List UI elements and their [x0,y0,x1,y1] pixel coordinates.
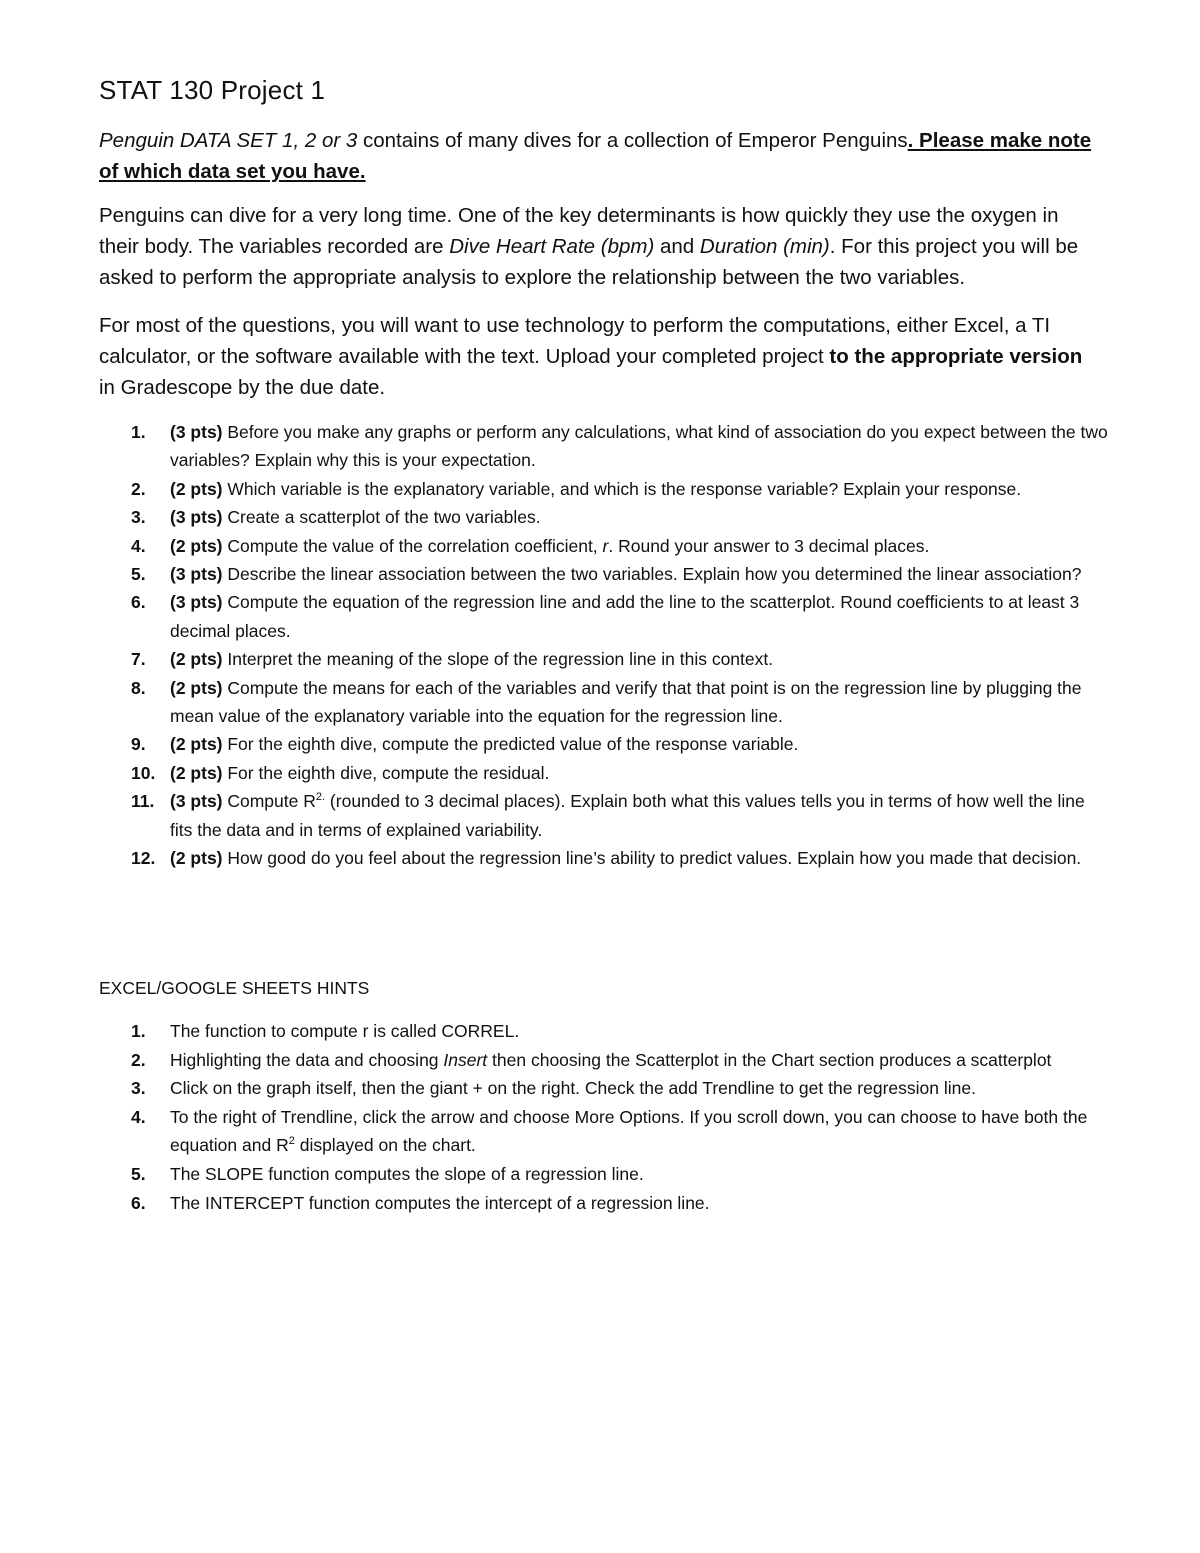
dataset-name: Penguin DATA SET 1, 2 or 3 [99,129,358,152]
question-number: 11. [131,791,155,812]
question-number: 2. [131,478,146,499]
intro-text: contains of many dives for a collection of Emperor Penguins [357,129,908,152]
instructions-bold: to the appropriate version [829,345,1083,368]
hint-superscript: 2 [288,1135,295,1148]
question-points: (3 pts) [170,564,223,585]
list-item [99,532,1109,560]
question-text: Describe the linear association between the two variables. Explain how you determined the linear association? [222,564,1082,585]
hint-text: The function to compute r is called CORREL. [170,1021,520,1041]
question-points: (2 pts) [170,535,223,556]
hint-number: 4. [131,1106,146,1127]
question-points: (3 pts) [170,507,223,528]
question-text: Compute the equation of the regression line and add the line to the scatterplot. Round coefficients to at least 3 decimal places. [170,592,1080,641]
question-text: Create a scatterplot of the two variables. [222,507,541,528]
list-item [99,759,1109,787]
question-number: 12. [131,848,156,869]
question-list [99,418,1109,873]
list-item [99,560,1109,588]
question-points: (2 pts) [170,848,223,869]
variable-heart-rate: Dive Heart Rate (bpm) [449,235,655,258]
question-text: Interpret the meaning of the slope of the regression line in this context. [222,649,774,670]
question-variable: r [602,535,609,556]
page-title: STAT 130 Project 1 [99,75,326,105]
hint-text: Click on the graph itself, then the giant + on the right. Check the add Trendline to get the regression line. [170,1078,976,1099]
list-item [99,1103,1109,1160]
question-points: (3 pts) [170,422,223,442]
hint-number: 2. [131,1049,146,1070]
variables-paragraph [99,200,1099,293]
hint-italic: Insert [443,1049,488,1070]
question-text: For the eighth dive, compute the residual. [222,762,550,783]
list-item [99,1189,1109,1218]
question-number: 4. [131,535,146,556]
question-number: 7. [131,649,146,670]
question-number: 3. [131,507,146,528]
question-text: Which variable is the explanatory variable, and which is the response variable? Explain your response. [222,478,1022,499]
intro-paragraph [99,125,1099,187]
list-item [99,1160,1109,1189]
instructions-paragraph [99,310,1099,403]
hints-list [99,1017,1109,1217]
question-points: (3 pts) [170,592,223,613]
hint-number: 3. [131,1078,146,1099]
list-item [99,645,1109,673]
list-item [99,1074,1109,1103]
question-text: Compute the means for each of the variables and verify that that point is on the regression line by plugging the mean value of the explanatory variable into the equation for the regression line. [170,677,1082,727]
list-item [99,503,1109,531]
hint-text-end: then choosing the Scatterplot in the Chart section produces a scatterplot [487,1049,1052,1070]
variables-text-2: . For this project you will be asked to perform the appropriate analysis to explore the relationship between the two variables. [99,235,1079,289]
list-item [99,418,1109,475]
list-item [99,674,1109,731]
list-item [99,787,1109,844]
variables-and: and [654,235,700,258]
question-text-end: . Round your answer to 3 decimal places. [608,535,930,556]
question-text: Compute R [222,791,316,812]
hint-text: To the right of Trendline, click the arrow and choose More Options. If you scroll down, you can choose to have both the equation and R [170,1106,1088,1156]
question-points: (3 pts) [170,791,223,812]
question-text: For the eighth dive, compute the predicted value of the response variable. [222,734,799,755]
question-number: 1. [131,422,146,442]
variable-duration: Duration (min) [699,235,830,258]
question-text-end: (rounded to 3 decimal places). Explain both what this values tells you in terms of how well the line fits the data and in terms of explained variability. [170,791,1085,840]
question-superscript: 2. [315,791,326,804]
list-item [99,844,1109,872]
hint-text: The INTERCEPT function computes the intercept of a regression line. [170,1192,710,1213]
hint-number: 1. [131,1021,146,1041]
hint-number: 6. [131,1192,146,1213]
question-points: (2 pts) [170,762,223,783]
question-text: How good do you feel about the regression line’s ability to predict values. Explain how you made that decision. [222,848,1082,869]
dataset-note: . Please make note of which data set you have. [99,129,1092,183]
list-item [99,475,1109,503]
hint-number: 5. [131,1163,146,1184]
list-item [99,1046,1109,1075]
question-number: 5. [131,564,146,585]
question-number: 10. [131,762,156,783]
list-item [99,1017,1109,1046]
question-points: (2 pts) [170,478,223,499]
question-number: 8. [131,677,146,698]
question-text: Before you make any graphs or perform any calculations, what kind of association do you expect between the two variables? Explain why this is your expectation. [170,422,1108,471]
question-number: 6. [131,592,146,613]
hints-heading: EXCEL/GOOGLE SHEETS HINTS [99,978,370,998]
instructions-text-2: in Gradescope by the due date. [99,376,386,399]
question-points: (2 pts) [170,734,223,755]
instructions-text-1: For most of the questions, you will want to use technology to perform the computations, either Excel, a TI calculator, or the software available with the text. Upload your completed project [99,314,1051,368]
question-points: (2 pts) [170,649,223,670]
list-item [99,730,1109,758]
hint-text-end: displayed on the chart. [294,1135,476,1156]
question-number: 9. [131,734,146,755]
question-points: (2 pts) [170,677,223,698]
question-text: Compute the value of the correlation coefficient, [222,535,603,556]
hint-text: Highlighting the data and choosing [170,1049,444,1070]
variables-text-1: Penguins can dive for a very long time. One of the key determinants is how quickly they use the oxygen in their body. The variables recorded are [99,204,1059,258]
list-item [99,588,1109,645]
hint-text: The SLOPE function computes the slope of a regression line. [170,1163,644,1184]
